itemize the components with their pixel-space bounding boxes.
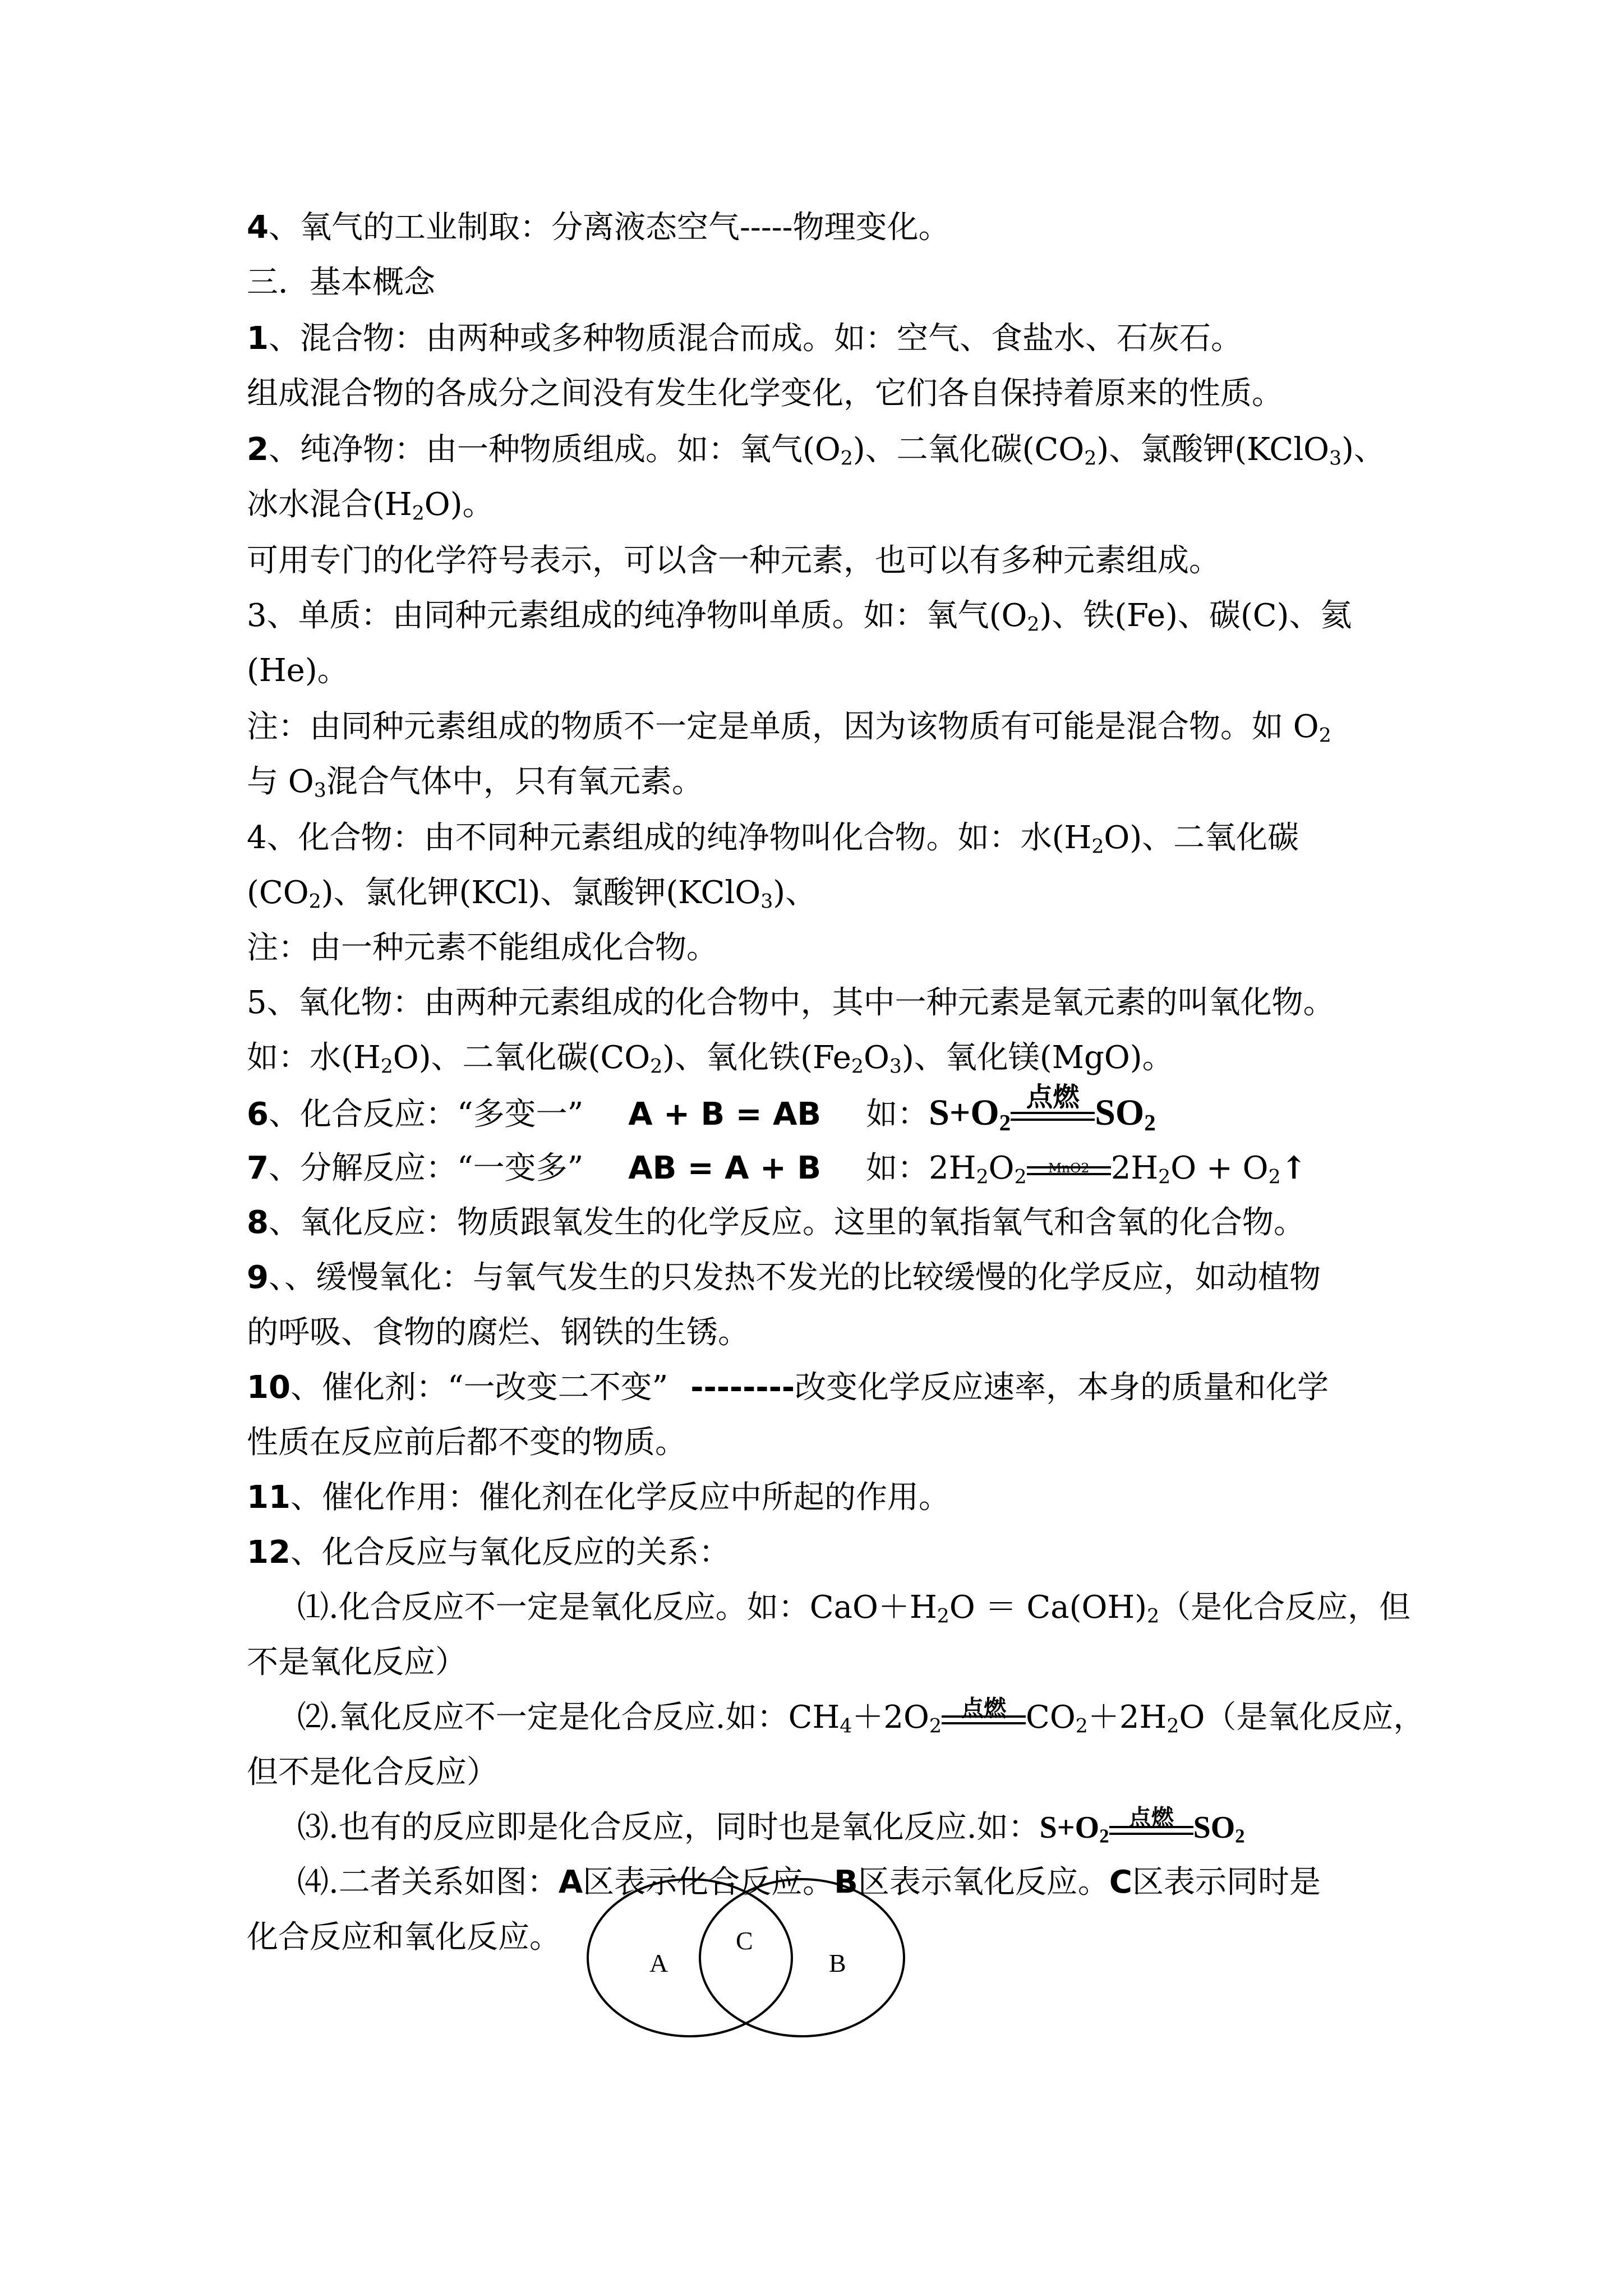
line-slow-oxidation: 9、、缓慢氧化：与氧气发生的只发热不发光的比较缓慢的化学反应，如动植物 [247, 1259, 1321, 1296]
gas-arrow-icon: ↑ [1280, 1149, 1307, 1186]
line-compound: 4、化合物：由不同种元素组成的纯净物叫化合物。如：水$(H_2O)$、二氧化碳 [247, 820, 1299, 858]
venn-label-a: A [649, 1949, 668, 1977]
line-relationship-4-cont: 化合反应和氧化反应。 [247, 1919, 561, 1955]
line-industrial-oxygen: 4、氧气的工业制取：分离液态空气-----物理变化。 [247, 209, 950, 246]
line-mixture: 1、混合物：由两种或多种物质混合而成。如：空气、食盐水、石灰石。 [247, 320, 1242, 357]
reaction-condition-bar [1011, 1112, 1095, 1121]
line-combination-reaction: 6、化合反应：“多变一” A + B = AB 如：$S+O_2$ 点燃 $SO_2$ [247, 1083, 1156, 1136]
section-heading-basic-concepts: 三．基本概念 [247, 264, 435, 301]
line-decomposition-reaction: 7、分解反应：“一变多” AB = A + B 如：$2H_2O_2$ MnO2 $2H_2O$ + $O_2↑$ [247, 1149, 1307, 1189]
line-pure-note: 可用专门的化学符号表示，可以含一种元素，也可以有多种元素组成。 [247, 542, 1220, 579]
line-oxidation-reaction: 8、氧化反应：物质跟氧发生的化学反应。这里的氧指氧气和含氧的化合物。 [247, 1204, 1305, 1241]
venn-diagram [583, 1874, 909, 2042]
equation-sulfur-combustion: $S+O_2$ 点燃 $SO_2$ [929, 1083, 1156, 1136]
line-catalysis: 11、催化作用：催化剂在化学反应中所起的作用。 [247, 1479, 950, 1516]
line-pure-substance: 2、纯净物：由一种物质组成。如：氧气$(O_2)$、二氧化碳$(CO_2)$、氯酸钾(KClO$_3$)、 [247, 431, 1386, 470]
line-ice-water: 冰水混合$(H_2O)$。 [247, 486, 494, 525]
line-compound-note: 注：由一种元素不能组成化合物。 [247, 930, 718, 966]
line-relationship-2: ⑵.氧化反应不一定是化合反应.如：$CH_4+2O_2$ 点燃 $CO_2+2H_2O$（是氧化反应， [297, 1694, 1425, 1738]
line-relationship-2-cont: 但不是化合反应） [247, 1754, 498, 1791]
line-oxide-examples: 如：水$(H_2O)$、二氧化碳$(CO_2)$、氧化铁$(Fe_2O_3)$、氧化镁(MgO)。 [247, 1039, 1174, 1078]
line-catalyst-cont: 性质在反应前后都不变的物质。 [247, 1424, 686, 1461]
venn-circle-oxidation [700, 1879, 904, 2036]
venn-label-c: C [736, 1926, 753, 1955]
line-element-note: 注：由同种元素组成的物质不一定是单质，因为该物质有可能是混合物。如 $O_2$ [247, 708, 1331, 747]
line-relationship-1-cont: 不是氧化反应） [247, 1644, 467, 1681]
line-compound-examples: $(CO_2)$、氯化钾(KCl)、氯酸钾(KClO$_3$)、 [247, 875, 817, 913]
line-element-substance: 3、单质：由同种元素组成的纯净物叫单质。如：氧气$(O_2)$、铁(Fe)、碳(C)、氦 [247, 597, 1352, 636]
line-helium: (He)。 [247, 652, 349, 689]
line-element-note-2: 与 $O_3$混合气体中，只有氧元素。 [247, 763, 703, 802]
equation-sulfur-combustion-2: $S+O_2$ 点燃 $SO_2$ [1039, 1805, 1245, 1847]
line-relationship-4: ⑷.二者关系如图：A区表示化合反应。B区表示氧化反应。C区表示同时是 [297, 1864, 1321, 1901]
line-slow-oxidation-examples: 的呼吸、食物的腐烂、钢铁的生锈。 [247, 1314, 749, 1351]
line-relationship-1: ⑴.化合反应不一定是氧化反应。如：$CaO+H_2O = Ca(OH)_2$（是化合反应，但 [297, 1589, 1411, 1628]
venn-label-b: B [829, 1949, 846, 1977]
line-catalyst: 10、催化剂：“一改变二不变” --------改变化学反应速率，本身的质量和化学 [247, 1369, 1329, 1406]
venn-circle-combination [588, 1879, 792, 2036]
line-relationship-heading: 12、化合反应与氧化反应的关系： [247, 1534, 730, 1571]
line-oxide: 5、氧化物：由两种元素组成的化合物中，其中一种元素是氧元素的叫氧化物。 [247, 984, 1335, 1021]
equation-peroxide-decomposition: $2H_2O_2$ MnO2 $2H_2O$ + $O_2↑$ [929, 1149, 1307, 1189]
line-mixture-note: 组成混合物的各成分之间没有发生化学变化，它们各自保持着原来的性质。 [247, 375, 1283, 412]
line-relationship-3: ⑶.也有的反应即是化合反应，同时也是氧化反应.如：$S+O_2$ 点燃 $SO_2$ [297, 1805, 1245, 1847]
